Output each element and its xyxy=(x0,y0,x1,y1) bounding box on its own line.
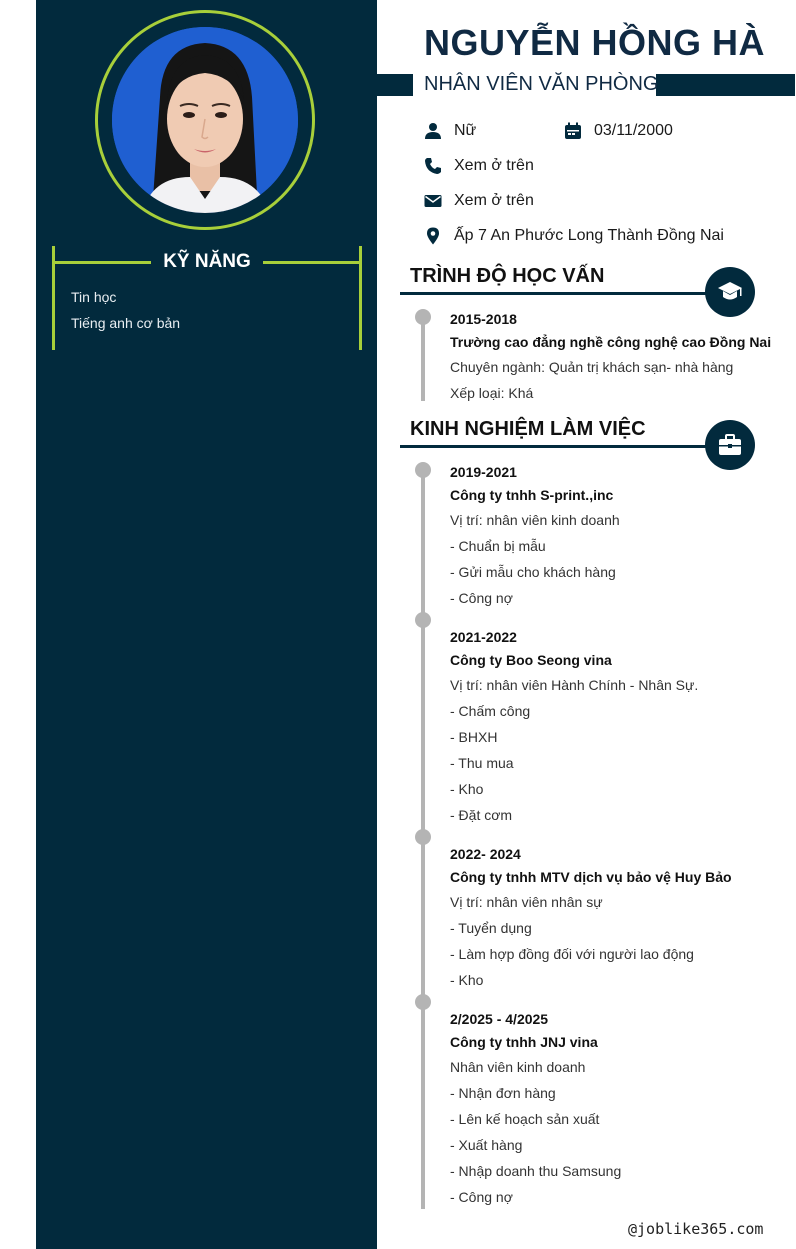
experience-title: KINH NGHIỆM LÀM VIỆC xyxy=(410,418,646,440)
phone-icon xyxy=(424,157,442,175)
entry-years: 2019-2021 xyxy=(450,464,517,480)
entry-line: - Gửi mẫu cho khách hàng xyxy=(450,564,616,580)
calendar-icon xyxy=(564,122,582,140)
experience-divider xyxy=(400,445,720,448)
entry-line: - Chấm công xyxy=(450,703,531,719)
job-title: NHÂN VIÊN VĂN PHÒNG xyxy=(424,73,659,95)
map-pin-icon xyxy=(424,227,442,245)
avatar xyxy=(112,27,298,213)
education-entry xyxy=(450,310,780,410)
entry-line: - Đặt cơm xyxy=(450,807,513,823)
timeline-dot xyxy=(415,462,431,478)
education-timeline xyxy=(421,316,425,401)
timeline-dot xyxy=(415,309,431,325)
envelope-icon xyxy=(424,192,442,210)
skills-section xyxy=(52,246,362,350)
title-bar-right xyxy=(656,74,795,96)
watermark: @joblike365.com xyxy=(628,1220,764,1238)
candidate-name: NGUYỄN HỒNG HÀ xyxy=(424,22,766,63)
entry-line: - Công nợ xyxy=(450,590,513,606)
skills-title: KỸ NĂNG xyxy=(163,251,251,272)
timeline-dot xyxy=(415,612,431,628)
phone-value: Xem ở trên xyxy=(454,157,534,174)
entry-years: 2/2025 - 4/2025 xyxy=(450,1011,549,1027)
skills-list xyxy=(71,288,180,340)
user-icon xyxy=(424,122,442,140)
gender-value: Nữ xyxy=(454,122,477,139)
experience-entry xyxy=(450,628,780,832)
skill-item: Tin học xyxy=(71,289,117,305)
entry-line: Xếp loại: Khá xyxy=(450,385,534,401)
entry-line: - Kho xyxy=(450,972,484,988)
sidebar xyxy=(36,0,377,1249)
entry-company: Công ty tnhh MTV dịch vụ bảo vệ Huy Bảo xyxy=(450,869,732,885)
entry-line: - Tuyển dụng xyxy=(450,920,532,936)
experience-entry xyxy=(450,463,780,615)
entry-line: - Thu mua xyxy=(450,755,514,771)
entry-line: - Nhập doanh thu Samsung xyxy=(450,1163,622,1179)
entry-line: Vị trí: nhân viên Hành Chính - Nhân Sự. xyxy=(450,677,699,693)
entry-line: Nhân viên kinh doanh xyxy=(450,1059,586,1075)
entry-company: Công ty tnhh JNJ vina xyxy=(450,1034,598,1050)
entry-line: Chuyên ngành: Quản trị khách sạn- nhà hàng xyxy=(450,359,734,375)
entry-line: - BHXH xyxy=(450,729,498,745)
skill-item: Tiếng anh cơ bản xyxy=(71,315,181,331)
entry-line: - Nhận đơn hàng xyxy=(450,1085,556,1101)
entry-line: Vị trí: nhân viên nhân sự xyxy=(450,894,603,910)
entry-years: 2021-2022 xyxy=(450,629,517,645)
entry-company: Công ty Boo Seong vina xyxy=(450,652,612,668)
entry-line: - Kho xyxy=(450,781,484,797)
timeline-dot xyxy=(415,829,431,845)
entry-line: - Công nợ xyxy=(450,1189,513,1205)
entry-school: Trường cao đẳng nghề công nghệ cao Đồng Nai xyxy=(450,334,772,350)
entry-line: - Lên kế hoạch sản xuất xyxy=(450,1111,600,1127)
experience-entry xyxy=(450,1010,780,1214)
education-title: TRÌNH ĐỘ HỌC VẤN xyxy=(410,265,605,287)
education-divider xyxy=(400,292,720,295)
address-value: Ấp 7 An Phước Long Thành Đồng Nai xyxy=(454,227,724,244)
entry-years: 2015-2018 xyxy=(450,311,517,327)
entry-line: Vị trí: nhân viên kinh doanh xyxy=(450,512,620,528)
entry-line: - Làm hợp đồng đối với người lao động xyxy=(450,946,694,962)
experience-entry xyxy=(450,845,780,997)
title-bar-left xyxy=(377,74,413,96)
timeline-dot xyxy=(415,994,431,1010)
entry-line: - Chuẩn bị mẫu xyxy=(450,538,546,554)
entry-years: 2022- 2024 xyxy=(450,846,521,862)
email-value: Xem ở trên xyxy=(454,192,534,209)
entry-line: - Xuất hàng xyxy=(450,1137,523,1153)
entry-company: Công ty tnhh S-print.,inc xyxy=(450,487,614,503)
avatar-frame xyxy=(95,10,315,230)
birthday-value: 03/11/2000 xyxy=(594,122,673,139)
